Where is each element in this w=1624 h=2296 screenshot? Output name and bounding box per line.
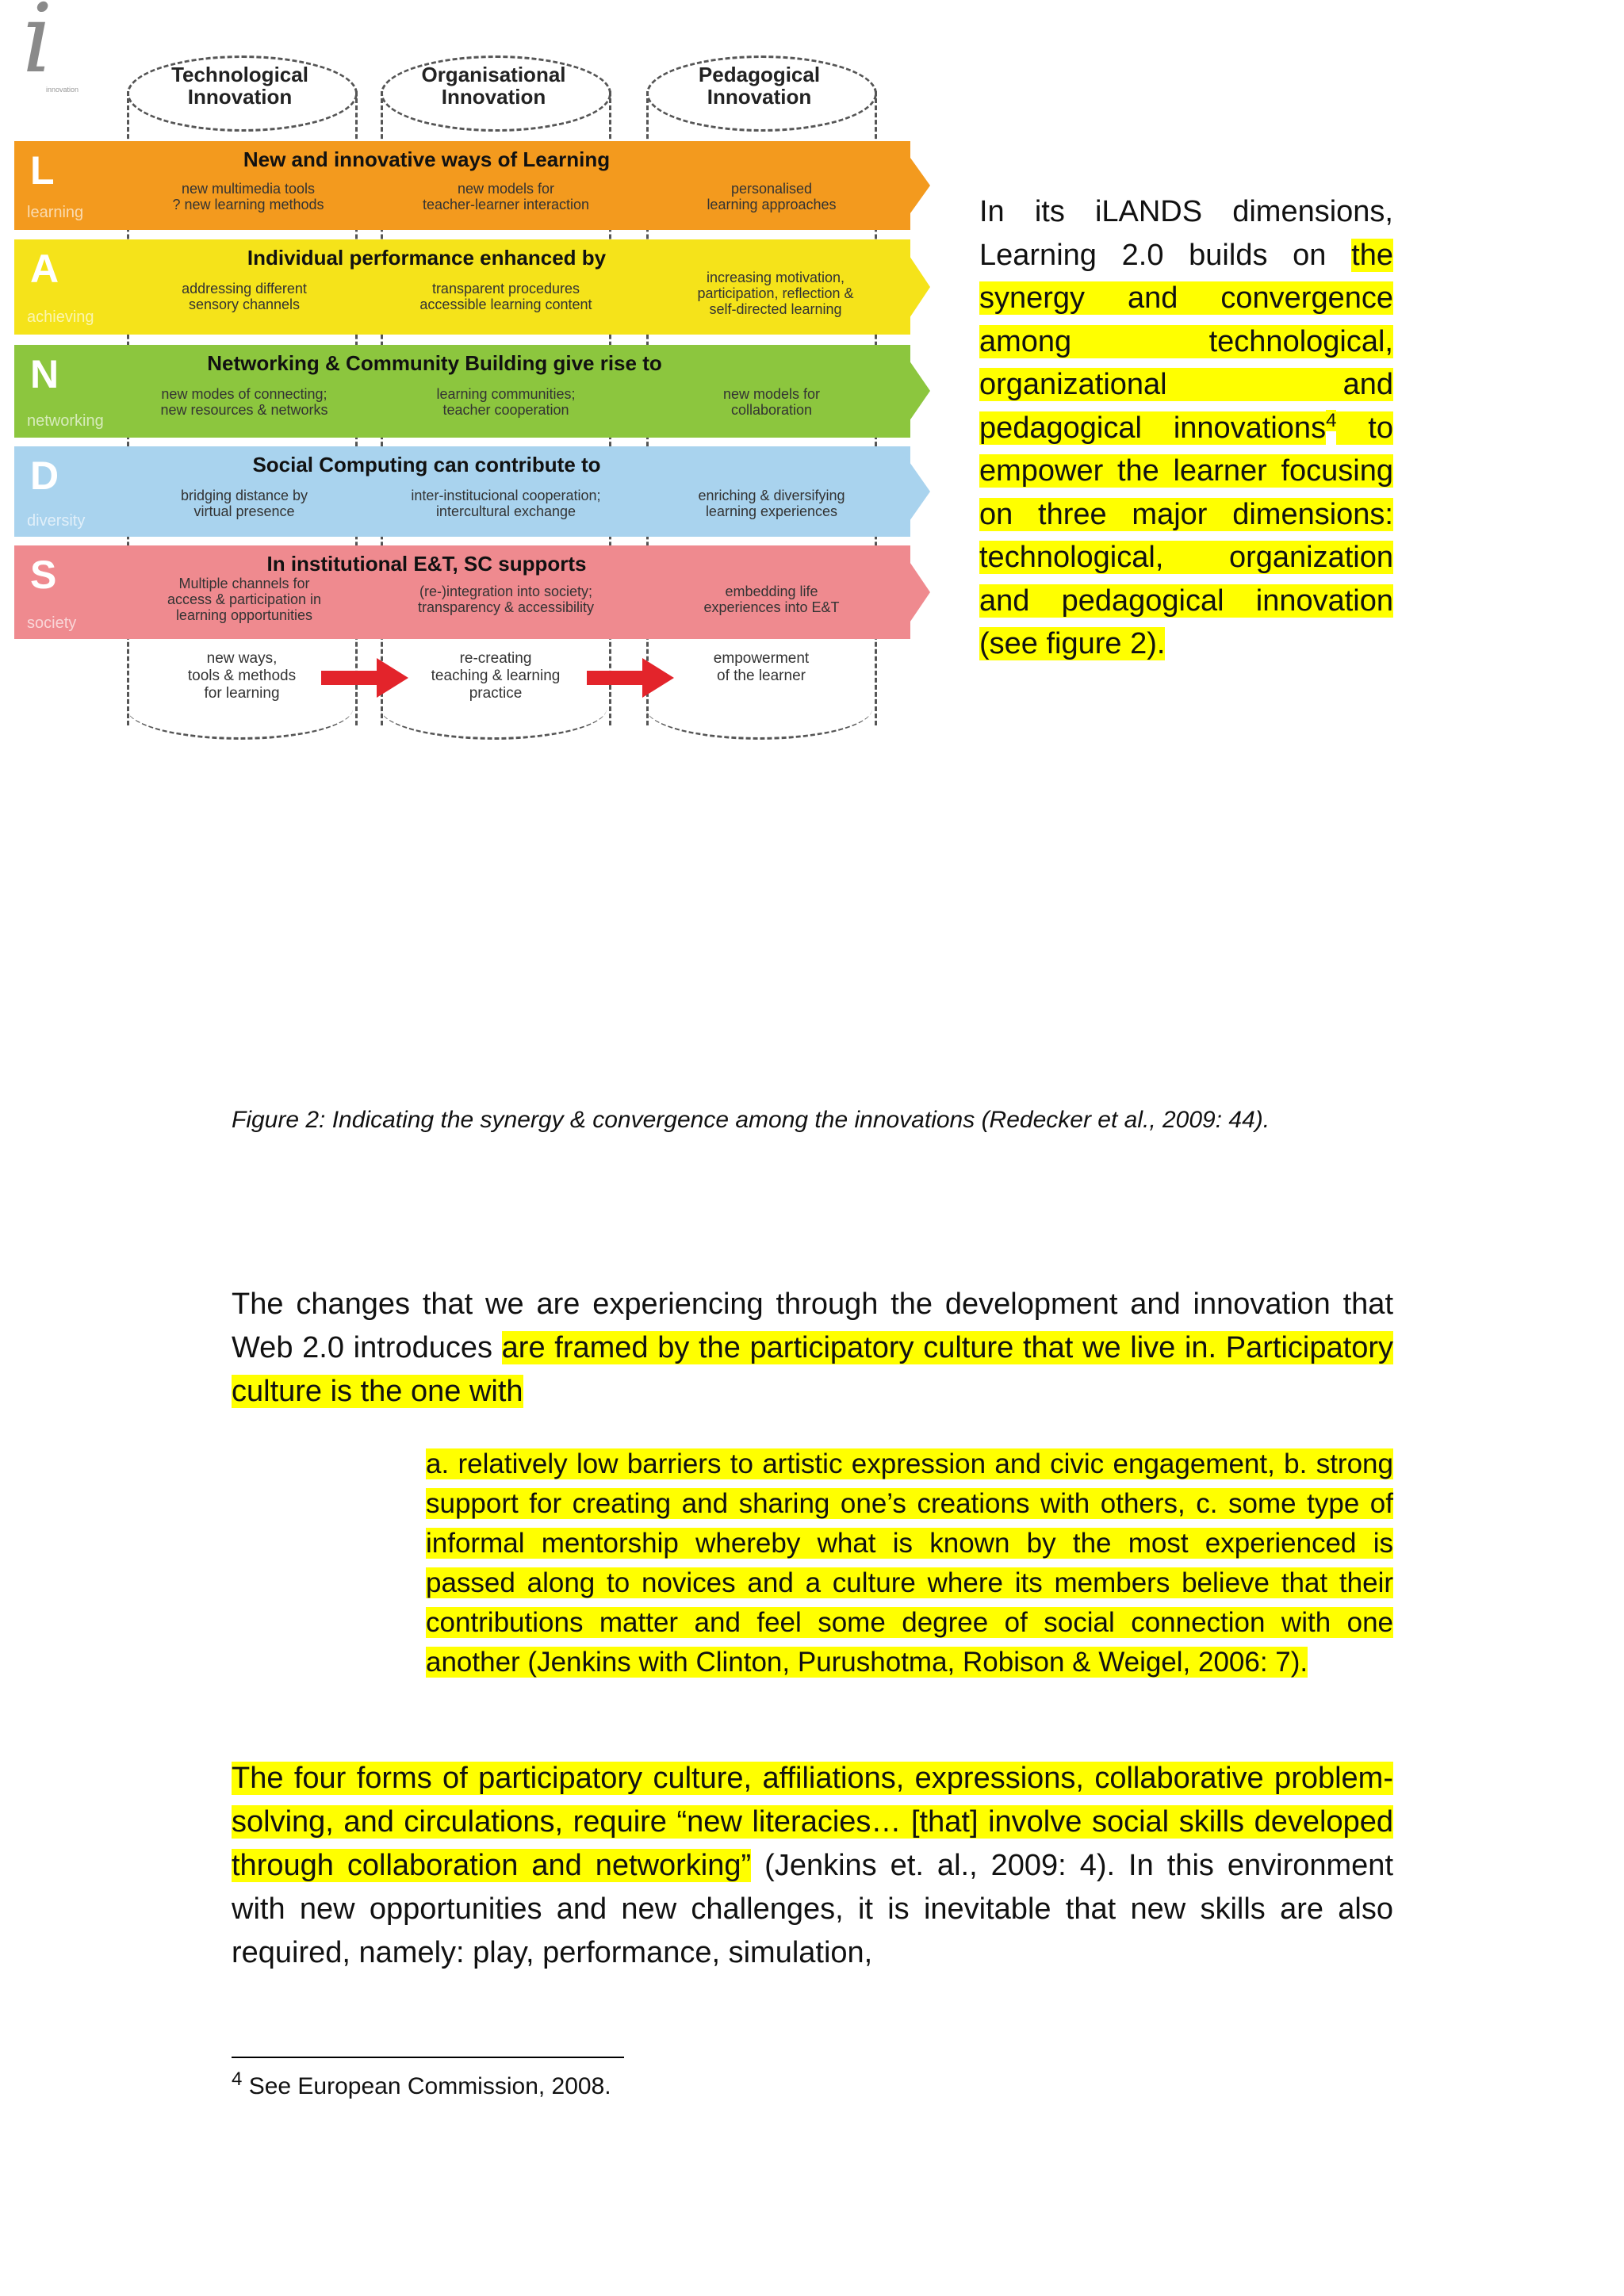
band-letter: N <box>30 352 59 396</box>
figure-caption: Figure 2: Indicating the synergy & convergence among the innovations (Redecker et al., 2009: 44). <box>232 1107 1270 1133</box>
ilands-figure <box>0 0 952 745</box>
band-heading: Networking & Community Building give rise to <box>207 351 662 375</box>
band-word: achieving <box>27 308 94 326</box>
band-cell: embedding life experiences into E&T <box>703 584 840 615</box>
paragraph-text: The changes that we are experiencing through the development and innovation that Web 2.0 introduces <box>232 1288 1393 1364</box>
band-cell: transparent procedures accessible learning content <box>419 281 592 312</box>
column-bottom <box>646 678 872 740</box>
band-letter: S <box>30 553 57 597</box>
band-diversity <box>14 446 930 537</box>
red-arrow-icon <box>321 658 408 698</box>
footnote <box>232 2068 611 2103</box>
band-achieving <box>14 239 930 335</box>
band-cell: increasing motivation, participation, reflection & self-directed learning <box>697 270 854 317</box>
band-cell: new modes of connecting; new resources & networks <box>160 386 328 418</box>
footnote-text: See European Commission, 2008. <box>242 2073 611 2099</box>
band-heading: In institutional E&T, SC supports <box>266 552 587 576</box>
band-cell: personalised learning approaches <box>707 181 837 212</box>
paragraph-text: (Jenkins et. al., 2009: 4). In this environment with new opportunities and new challenges, it is inevitable that new skills are also required, namely: play, performance, simulation, <box>232 1849 1393 1969</box>
band-cell: (re-)integration into society; transparency & accessibility <box>417 584 595 615</box>
band-cell: inter-institucional cooperation; intercultural exchange <box>411 488 601 519</box>
band-heading: Social Computing can contribute to <box>252 453 601 476</box>
band-cell: enriching & diversifying learning experiences <box>698 488 845 519</box>
column-title <box>381 63 607 108</box>
column-title-line: Technological <box>171 63 308 86</box>
footnote-marker: 4 <box>1326 409 1337 431</box>
footnote-number: 4 <box>232 2068 243 2090</box>
column-title-line: Innovation <box>441 85 546 109</box>
side-text-plain: In its iLANDS dimensions, Learning 2.0 builds on <box>979 195 1393 272</box>
band-cell: learning communities; teacher cooperation <box>436 386 576 418</box>
bottom-cell: empowerment of the learner <box>713 650 810 684</box>
paragraph-highlight: The four forms of participatory culture, affiliations, expressions, collaborative problem-solving, and circulations, require “new literacies… [that] involve social skills developed through collaboration and networking” <box>232 1762 1393 1882</box>
band-cell: new multimedia tools ? new learning methods <box>172 181 324 212</box>
side-text-highlight: to empower the learner focusing on three major dimensions: technological, organization and pedagogical innovation (see figure 2). <box>979 411 1393 660</box>
footnote-divider <box>232 2057 624 2058</box>
band-heading: Individual performance enhanced by <box>247 246 607 270</box>
bottom-cell: new ways, tools & methods for learning <box>187 650 297 702</box>
band-cell: new models for teacher-learner interaction <box>422 181 590 212</box>
body-paragraph <box>232 1757 1393 1975</box>
band-letter: D <box>30 453 59 498</box>
band-cell: addressing different sensory channels <box>182 281 307 312</box>
band-word: society <box>27 614 77 632</box>
band-letter: A <box>30 247 59 291</box>
column-title-line: Innovation <box>707 85 812 109</box>
column-title-line: Pedagogical <box>698 63 821 86</box>
column-title-line: Innovation <box>187 85 293 109</box>
body-paragraph <box>232 1283 1393 1414</box>
column-title-line: Organisational <box>421 63 566 86</box>
side-paragraph <box>979 190 1393 666</box>
column-title <box>646 63 872 108</box>
band-heading: New and innovative ways of Learning <box>243 147 611 171</box>
red-arrow-icon <box>587 658 674 698</box>
paragraph-highlight: are framed by the participatory culture that we live in. Participatory culture is the one with <box>232 1331 1393 1408</box>
block-quote <box>426 1445 1393 1682</box>
band-arrowhead <box>898 345 930 437</box>
band-word: diversity <box>27 512 86 530</box>
band-word: learning <box>27 204 84 221</box>
band-arrowhead <box>898 446 930 537</box>
bottom-cell: re-creating teaching & learning practice <box>431 650 561 702</box>
band-cell: bridging distance by virtual presence <box>180 488 308 519</box>
band-cell: new models for collaboration <box>722 386 821 418</box>
band-arrowhead <box>898 545 930 639</box>
band-learning <box>14 141 930 230</box>
column-title <box>127 63 353 108</box>
band-cell: Multiple channels for access & participation in learning opportunities <box>167 576 322 623</box>
band-letter: L <box>30 148 55 193</box>
band-arrowhead <box>898 141 930 230</box>
band-networking <box>14 345 930 438</box>
band-arrowhead <box>898 239 930 335</box>
quote-highlight: a. relatively low barriers to artistic expression and civic engagement, b. strong support for creating and sharing one’s creations with others, c. some type of informal mentorship whereby what is known by the most experienced is passed along to novices and a culture where its members believe that their contributions matter and feel some degree of social connection with one another (Jenkins with Clinton, Purushotma, Robison & Weigel, 2006: 7). <box>426 1448 1393 1678</box>
logo <box>14 0 102 95</box>
logo-glyph: i <box>22 0 53 94</box>
logo-subtext: innovation <box>46 86 79 94</box>
side-text-highlight: the synergy and convergence among technological, organizational and pedagogical innovations <box>979 238 1393 445</box>
band-word: networking <box>27 412 104 430</box>
band-society <box>14 545 930 639</box>
